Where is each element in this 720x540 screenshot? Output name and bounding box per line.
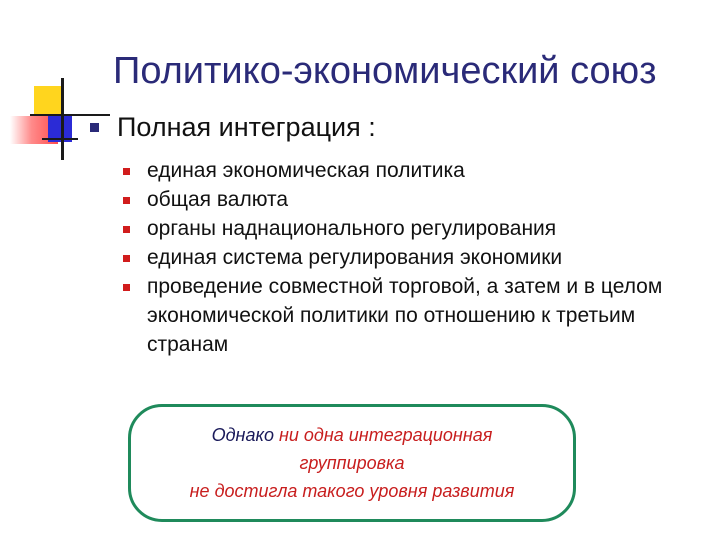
list-item-text: проведение совместной торговой, а затем и в целом экономической политики по отношению к третьим странам: [147, 275, 663, 356]
level1-item: [90, 112, 376, 143]
list-item: [123, 185, 703, 214]
note-line-1: [212, 421, 493, 449]
slide-title: Политико-экономический союз: [113, 50, 657, 92]
list-item: [123, 272, 703, 359]
list-item-text: органы наднационального регулирования: [147, 217, 557, 240]
small-square-bullet-icon: [123, 255, 130, 262]
small-square-bullet-icon: [123, 284, 130, 291]
note-highlight-1: ни одна интеграционная: [274, 425, 493, 445]
feature-list: [123, 156, 703, 359]
small-square-bullet-icon: [123, 226, 130, 233]
logo-short-line: [42, 138, 78, 140]
note-callout: [128, 404, 576, 522]
logo-vertical-line: [61, 78, 64, 160]
level1-text: Полная интеграция :: [117, 112, 376, 142]
list-item-text: единая система регулирования экономики: [147, 246, 563, 269]
list-item-text: общая валюта: [147, 188, 289, 211]
note-prefix: Однако: [211, 425, 274, 445]
note-line-2: группировка: [299, 453, 405, 473]
list-item-text: единая экономическая политика: [147, 159, 465, 182]
note-line-3: не достигла такого уровня развития: [189, 481, 515, 501]
square-bullet-icon: [90, 123, 99, 132]
logo-yellow-square: [34, 86, 64, 116]
small-square-bullet-icon: [123, 168, 130, 175]
corner-decoration-logo: [0, 0, 110, 180]
list-item: [123, 156, 703, 185]
list-item: [123, 243, 703, 272]
list-item: [123, 214, 703, 243]
small-square-bullet-icon: [123, 197, 130, 204]
